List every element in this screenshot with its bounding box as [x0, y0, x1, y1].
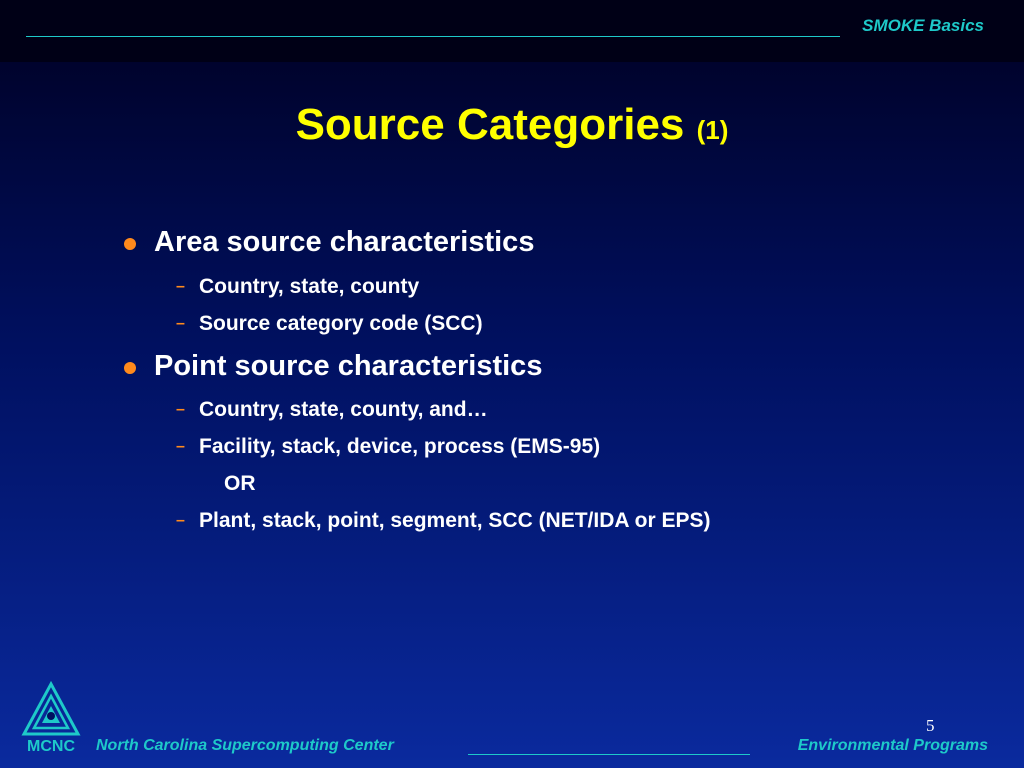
sub-bullet-dash-icon: –	[176, 438, 185, 455]
mcnc-logo	[18, 680, 84, 758]
sub-bullet-country-state-county-and: Country, state, county, and…	[199, 398, 488, 421]
sub-bullet-dash-icon: –	[176, 512, 185, 529]
mcnc-logo-text: MCNC	[27, 738, 75, 755]
page-number: 5	[926, 716, 935, 735]
footer-left-text: North Carolina Supercomputing Center	[96, 737, 394, 754]
footer-rule	[468, 754, 750, 755]
bullet-point-source: Point source characteristics	[154, 350, 543, 382]
sub-bullet-plant-stack: Plant, stack, point, segment, SCC (NET/IDA or EPS)	[199, 509, 711, 532]
slide-title-suffix: (1)	[696, 115, 729, 145]
sub-bullet-dash-icon: –	[176, 278, 185, 295]
bullet-area-source: Area source characteristics	[154, 226, 535, 258]
bullet-dot-icon	[124, 238, 136, 250]
bullet-dot-icon	[124, 362, 136, 374]
footer-right-text: Environmental Programs	[797, 737, 988, 754]
sub-bullet-country-state-county: Country, state, county	[199, 275, 420, 298]
sub-bullet-dash-icon: –	[176, 401, 185, 418]
sub-bullet-facility-stack: Facility, stack, device, process (EMS-95)	[199, 435, 601, 458]
sub-bullet-scc: Source category code (SCC)	[199, 312, 483, 335]
sub-bullet-dash-icon: –	[176, 315, 185, 332]
header-title: SMOKE Basics	[862, 16, 984, 35]
or-connector: OR	[224, 472, 256, 495]
slide-title-text: Source Categories	[295, 100, 685, 149]
